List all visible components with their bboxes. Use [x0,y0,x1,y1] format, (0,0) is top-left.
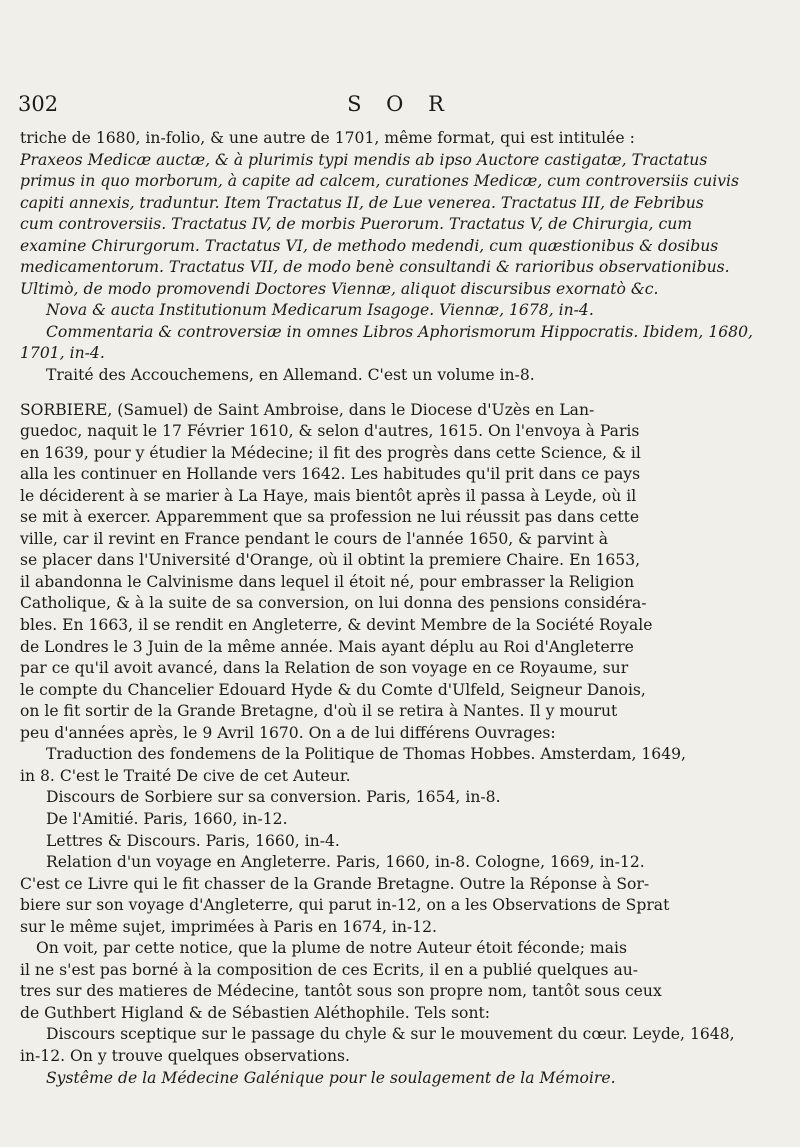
text-line: se placer dans l'Université d'Orange, où il obtint la premiere Chaire. En 1653, [20,551,641,570]
text-line: le compte du Chancelier Edouard Hyde & du Comte d'Ulfeld, Seigneur Danois, [20,680,646,699]
text-line: Lettres & Discours. Paris, 1660, in-4. [46,831,340,850]
text-line: tres sur des matieres de Médecine, tantôt sous son propre nom, tantôt sous ceux [20,982,662,1001]
text-line: guedoc, naquit le 17 Février 1610, & selon d'autres, 1615. On l'envoya à Paris [20,422,640,441]
text-line: triche de 1680, in-folio, & une autre de 1701, même format, qui est intitulée : [20,129,635,147]
text-line: bles. En 1663, il se rendit en Angleterre, & devint Membre de la Société Royale [20,616,653,635]
text-line: on le fit sortir de la Grande Bretagne, d'où il se retira à Nantes. Il y mourut [20,702,618,721]
text-line: il ne s'est pas borné à la composition de ces Ecrits, il en a publié quelques au- [20,960,639,979]
text-line: Traduction des fondemens de la Politique de Thomas Hobbes. Amsterdam, 1649, [46,745,687,764]
text-line: in 8. C'est le Traité De cive de cet Auteur. [20,766,351,785]
text-line: C'est ce Livre qui le fit chasser de la Grande Bretagne. Outre la Réponse à Sor- [20,874,650,893]
text-line: alla les continuer en Hollande vers 1642. Les habitudes qu'il prit dans ce pays [20,465,641,484]
text-line: Traité des Accouchemens, en Allemand. C'est un volume in-8. [46,366,535,385]
text-line: Commentaria & controversiæ in omnes Libros Aphorismorum Hippocratis. Ibidem, 1680, [46,322,753,341]
text-line: le déciderent à se marier à La Haye, mais bientôt après il passa à Leyde, où il [20,486,637,505]
text-line: se mit à exercer. Apparemment que sa profession ne lui réussit pas dans cette [20,508,640,527]
text-line: de Londres le 3 Juin de la même année. Mais ayant déplu au Roi d'Angleterre [20,637,634,656]
text-line: SORBIERE, (Samuel) de Saint Ambroise, dans le Diocese d'Uzès en Lan- [20,400,595,419]
text-line: primus in quo morborum, à capite ad calcem, curationes Medicæ, cum controversiis cuivis [20,172,740,191]
text-line: De l'Amitié. Paris, 1660, in-12. [46,809,288,828]
text-line: 1701, in-4. [20,344,105,363]
page-header [0,92,800,122]
text-line: Discours de Sorbiere sur sa conversion. Paris, 1654, in-8. [46,788,501,807]
text-line: Relation d'un voyage en Angleterre. Paris, 1660, in-8. Cologne, 1669, in-12. [46,853,645,872]
page-number: 302 [18,92,59,116]
text-line: Discours sceptique sur le passage du chyle & sur le mouvement du cœur. Leyde, 1648, [46,1025,735,1044]
text-line: peu d'années après, le 9 Avril 1670. On a de lui différens Ouvrages: [20,723,556,742]
running-head: S O R [347,92,453,116]
text-line: Systême de la Médecine Galénique pour le soulagement de la Mémoire. [46,1068,616,1087]
text-line: il abandonna le Calvinisme dans lequel il étoit né, pour embrasser la Religion [20,572,635,591]
text-line: Catholique, & à la suite de sa conversion, on lui donna des pensions considéra- [20,594,647,613]
text-line: en 1639, pour y étudier la Médecine; il fit des progrès dans cette Science, & il [20,443,641,462]
text-line: cum controversiis. Tractatus IV, de morbis Puerorum. Tractatus V, de Chirurgia, cum [20,215,693,234]
text-line: biere sur son voyage d'Angleterre, qui parut in-12, on a les Observations de Sprat [20,896,670,915]
text-line: ville, car il revint en France pendant le cours de l'année 1650, & parvint à [20,529,609,548]
text-line: Ultimò, de modo promovendi Doctores Viennæ, aliquot discursibus exornatò &c. [20,279,659,298]
paragraph-gap [20,387,784,400]
text-line: capiti annexis, traduntur. Item Tractatus II, de Lue venerea. Tractatus III, de Febribus [20,193,704,212]
text-line: examine Chirurgorum. Tractatus VI, de methodo medendi, cum quæstionibus & dosibus [20,236,719,255]
text-line: Nova & aucta Institutionum Medicarum Isagoge. Viennæ, 1678, in-4. [46,301,594,320]
text-line: On voit, par cette notice, que la plume de notre Auteur étoit féconde; mais [36,939,628,958]
text-line: de Guthbert Higland & de Sébastien Aléthophile. Tels sont: [20,1003,491,1022]
text-line: sur le même sujet, imprimées à Paris en 1674, in-12. [20,917,437,936]
text-line: in-12. On y trouve quelques observations. [20,1046,351,1065]
text-line: Praxeos Medicæ auctæ, & à plurimis typi mendis ab ipso Auctore castigatæ, Tractatus [20,150,708,169]
page-text [20,128,784,1089]
text-line: par ce qu'il avoit avancé, dans la Relation de son voyage en ce Royaume, sur [20,659,629,678]
text-line: medicamentorum. Tractatus VII, de modo benè consultandi & rarioribus observationibus. [20,258,730,277]
